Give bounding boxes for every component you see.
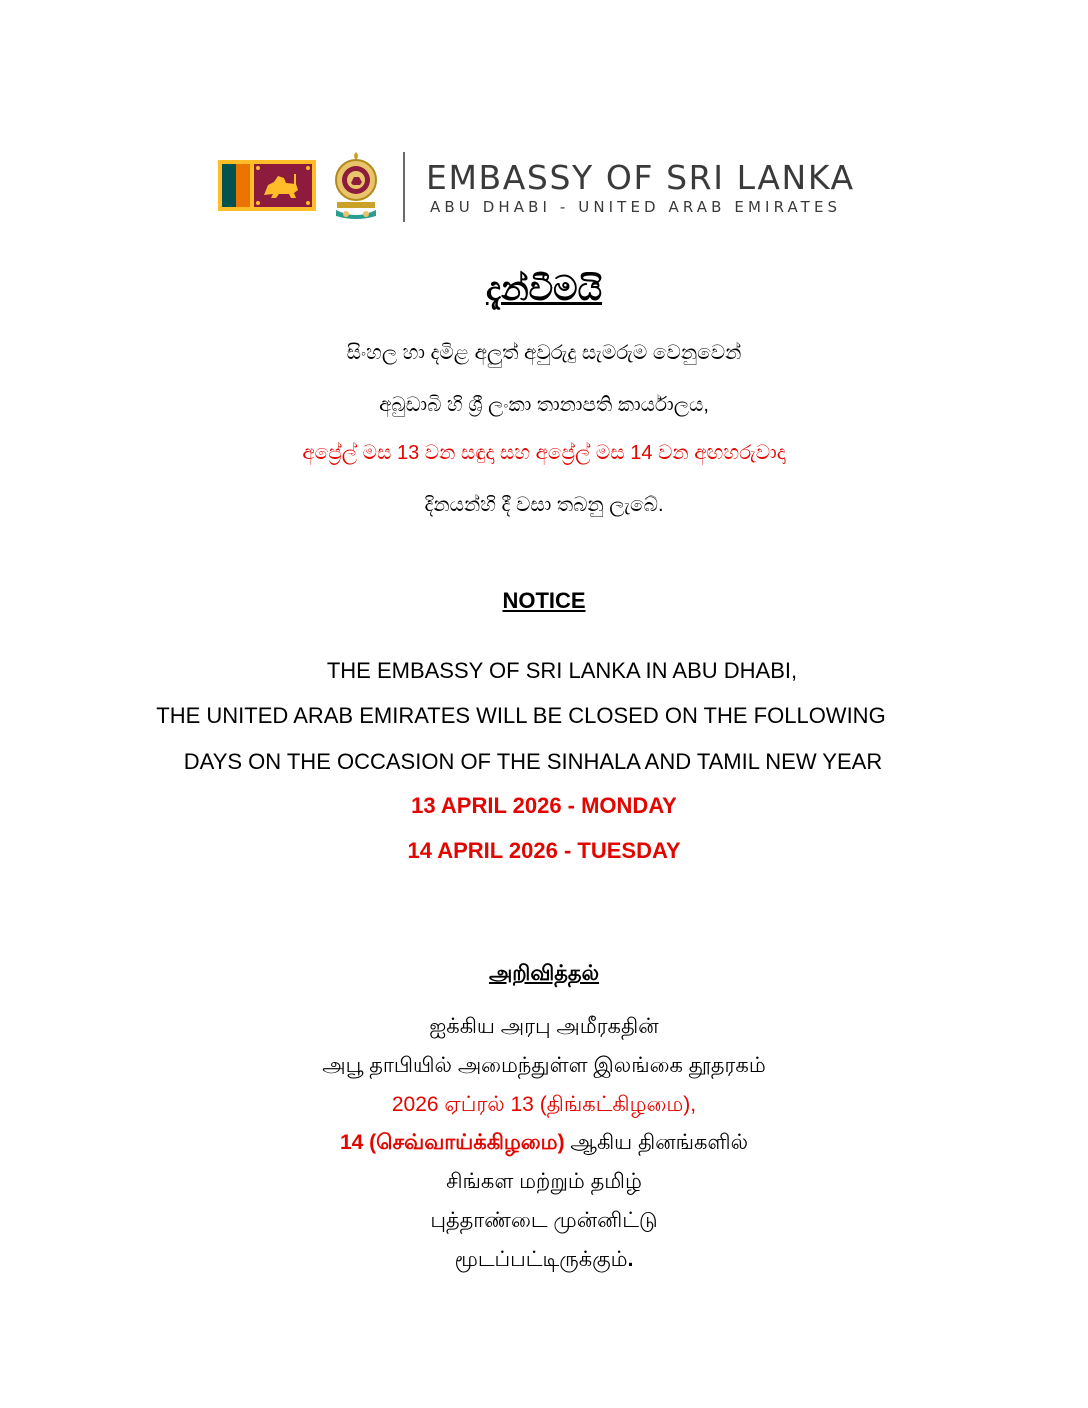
- sinhala-heading: දැන්වීමයි: [485, 270, 603, 308]
- english-line-2: THE UNITED ARAB EMIRATES WILL BE CLOSED ON THE FOLLOWING: [156, 703, 886, 728]
- english-closure-date-2: 14 APRIL 2026 - TUESDAY: [407, 838, 681, 863]
- sinhala-line-2: අබුඩාබි හි ශ්‍රී ලංකා තානාපති කාර්යාලය,: [379, 394, 709, 416]
- tamil-line-7-period: .: [627, 1248, 634, 1271]
- tamil-line-4-rest: ஆகிய தினங்களில்: [564, 1131, 749, 1154]
- english-heading: NOTICE: [502, 588, 586, 613]
- english-line-3: DAYS ON THE OCCASION OF THE SINHALA AND TAMIL NEW YEAR: [183, 749, 883, 774]
- english-line-1: THE EMBASSY OF SRI LANKA IN ABU DHABI,: [326, 658, 798, 683]
- letterhead: [218, 150, 888, 225]
- tamil-closure-date-1: 2026 ஏப்ரல் 13 (திங்கட்கிழமை),: [391, 1093, 697, 1116]
- tamil-heading: அறிவித்தல்: [488, 962, 600, 985]
- tamil-line-7: [0, 1248, 1088, 1274]
- tamil-line-7-text: மூடப்பட்டிருக்கும்: [454, 1248, 628, 1271]
- english-closure-date-1: 13 APRIL 2026 - MONDAY: [411, 793, 677, 818]
- embassy-title: EMBASSY OF SRI LANKA: [426, 158, 855, 197]
- letterhead-divider: [403, 152, 405, 222]
- tamil-line-6: புத்தாண்டை முன்னிட்டு: [430, 1209, 658, 1232]
- national-emblem-icon: [332, 150, 380, 220]
- sinhala-line-4: දිනයන්හි දී වසා තබනු ලැබේ.: [424, 494, 664, 516]
- sinhala-line-1: සිංහල හා දමිළ අලුත් අවුරුදු සැමරුම වෙනුවෙන්: [346, 342, 742, 364]
- tamil-line-2: அபூ தாபியில் அமைந்துள்ள இலங்கை தூதரகம்: [322, 1054, 766, 1077]
- tamil-line-5: சிங்கள மற்றும் தமிழ்: [446, 1170, 642, 1193]
- tamil-line-1: ஐக்கிய அரபு அமீரகதின்: [429, 1015, 659, 1038]
- sinhala-closure-dates: අප්‍රේල් මස 13 වන සඳුදා සහ අප්‍රේල් මස 14 වන අඟහරුවාදා: [302, 442, 786, 464]
- tamil-closure-date-2: 14 (செவ்வாய்க்கிழமை): [339, 1131, 565, 1154]
- tamil-line-4: [0, 1131, 1088, 1157]
- sri-lanka-flag-icon: [218, 160, 316, 211]
- embassy-subtitle: ABU DHABI - UNITED ARAB EMIRATES: [430, 198, 842, 216]
